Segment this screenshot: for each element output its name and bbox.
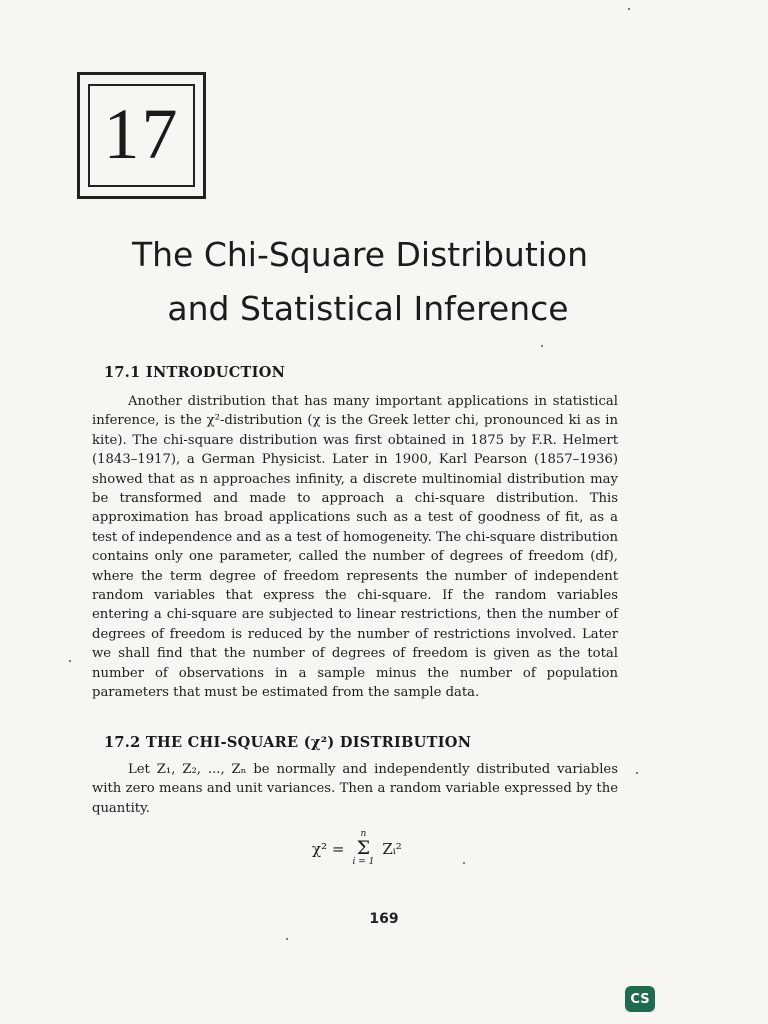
scan-speck — [69, 660, 71, 662]
chapter-title-line-1: The Chi-Square Distribution — [131, 235, 589, 274]
scan-speck — [463, 862, 465, 864]
formula-term: Zᵢ² — [382, 839, 402, 858]
chapter-title — [98, 228, 638, 336]
scan-speck — [286, 938, 288, 940]
section-heading-chi-square-distribution: 17.2 THE CHI-SQUARE (χ²) DISTRIBUTION — [104, 734, 472, 751]
introduction-paragraph: Another distribution that has many important applications in statistical inference, is the χ²-distribution (χ is the Greek letter chi, pronounced ki as in kite). The chi-square distribution was first obtained in 1875 by F.R. Helmert (1843–1917), a German Physicist. Later in 1900, Karl Pearson (1857–1936) showed that as n approaches infinity, a discrete multinomial distribution may be transformed and made to approach a chi-square distribution. This approximation has broad applications such as a test of goodness of fit, as a test of independence and as a test of homogeneity. The chi-square distribution contains only one parameter, called the number of degrees of freedom (df), where the term degree of freedom represents the number of independent random variables that express the chi-square. If the random variables entering a chi-square are subjected to linear restrictions, then the number of degrees of freedom is reduced by the number of restrictions involved. Later we shall find that the number of degrees of freedom is given as the total number of observations in a sample minus the number of population parameters that must be estimated from the sample data. — [92, 394, 618, 701]
page-number: 169 — [369, 911, 399, 927]
scan-speck — [628, 8, 630, 10]
scan-speck — [636, 772, 638, 774]
chapter-number-box — [77, 72, 206, 199]
chapter-number-inner-frame — [88, 84, 195, 187]
camscanner-logo-text: CS — [630, 991, 650, 1007]
chapter-number: 17 — [103, 93, 180, 174]
chi-square-definition-paragraph: Let Z₁, Z₂, ..., Zₙ be normally and independently distributed variables with zero means and unit variances. Then a random variable expressed by the quantity. — [92, 762, 618, 816]
camscanner-logo-icon — [625, 986, 655, 1012]
chapter-title-line-2: and Statistical Inference — [167, 289, 569, 328]
chi-square-formula — [312, 830, 402, 867]
scan-speck — [541, 345, 543, 347]
summation-lower-limit: i = 1 — [352, 857, 375, 867]
section-heading-introduction: 17.1 INTRODUCTION — [104, 364, 286, 381]
formula-lhs: χ² = — [312, 839, 345, 858]
summation-sigma: Σ — [356, 837, 371, 859]
summation — [352, 830, 374, 867]
summation-upper-limit: n — [360, 829, 367, 839]
